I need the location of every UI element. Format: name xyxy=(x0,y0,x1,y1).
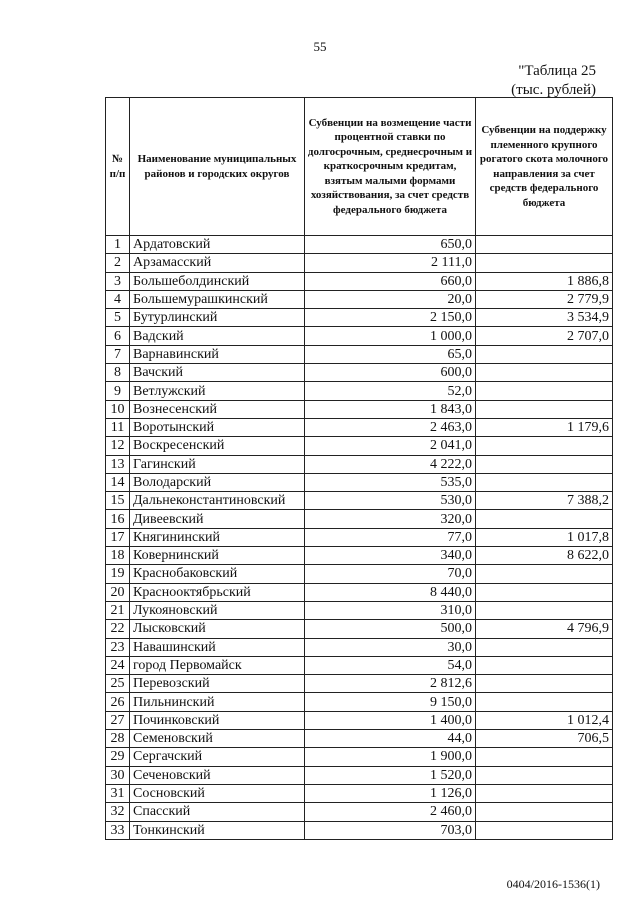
district-name: Семеновский xyxy=(130,730,305,748)
interest-subsidy-value: 20,0 xyxy=(305,290,476,308)
row-number: 2 xyxy=(106,254,130,272)
district-name: Лукояновский xyxy=(130,601,305,619)
cattle-subsidy-value: 1 017,8 xyxy=(476,528,613,546)
table-row xyxy=(106,803,613,821)
table-units: (тыс. рублей) xyxy=(511,82,596,98)
district-name: Тонкинский xyxy=(130,821,305,839)
row-number: 15 xyxy=(106,492,130,510)
district-name: Большемурашкинский xyxy=(130,290,305,308)
table-row xyxy=(106,327,613,345)
interest-subsidy-value: 9 150,0 xyxy=(305,693,476,711)
row-number: 20 xyxy=(106,583,130,601)
interest-subsidy-value: 1 900,0 xyxy=(305,748,476,766)
table-title: "Таблица 25 xyxy=(518,63,596,79)
table-row xyxy=(106,528,613,546)
district-name: Вачский xyxy=(130,364,305,382)
cattle-subsidy-value xyxy=(476,821,613,839)
interest-subsidy-value: 65,0 xyxy=(305,345,476,363)
row-number: 6 xyxy=(106,327,130,345)
cattle-subsidy-value xyxy=(476,638,613,656)
interest-subsidy-value: 44,0 xyxy=(305,730,476,748)
district-name: Починковский xyxy=(130,711,305,729)
cattle-subsidy-value xyxy=(476,601,613,619)
row-number: 32 xyxy=(106,803,130,821)
interest-subsidy-value: 320,0 xyxy=(305,510,476,528)
interest-subsidy-value: 2 463,0 xyxy=(305,418,476,436)
interest-subsidy-value: 535,0 xyxy=(305,473,476,491)
row-number: 25 xyxy=(106,675,130,693)
table-row xyxy=(106,364,613,382)
row-number: 7 xyxy=(106,345,130,363)
cattle-subsidy-value: 3 534,9 xyxy=(476,309,613,327)
cattle-subsidy-value: 1 012,4 xyxy=(476,711,613,729)
page-number: 55 xyxy=(313,39,327,54)
cattle-subsidy-value xyxy=(476,254,613,272)
row-number: 13 xyxy=(106,455,130,473)
table-row xyxy=(106,236,613,254)
district-name: Вадский xyxy=(130,327,305,345)
table-row xyxy=(106,565,613,583)
district-name: Володарский xyxy=(130,473,305,491)
district-name: Гагинский xyxy=(130,455,305,473)
row-number: 12 xyxy=(106,437,130,455)
row-number: 3 xyxy=(106,272,130,290)
table-row xyxy=(106,711,613,729)
table-row xyxy=(106,748,613,766)
table-row xyxy=(106,784,613,802)
interest-subsidy-value: 1 000,0 xyxy=(305,327,476,345)
cattle-subsidy-value xyxy=(476,400,613,418)
header-number: № п/п xyxy=(106,98,130,236)
district-name: Дивеевский xyxy=(130,510,305,528)
district-name: Воскресенский xyxy=(130,437,305,455)
district-name: Краснобаковский xyxy=(130,565,305,583)
interest-subsidy-value: 1 400,0 xyxy=(305,711,476,729)
interest-subsidy-value: 2 150,0 xyxy=(305,309,476,327)
table-row xyxy=(106,730,613,748)
cattle-subsidy-value xyxy=(476,236,613,254)
cattle-subsidy-value: 4 796,9 xyxy=(476,620,613,638)
interest-subsidy-value: 340,0 xyxy=(305,547,476,565)
interest-subsidy-value: 2 111,0 xyxy=(305,254,476,272)
row-number: 1 xyxy=(106,236,130,254)
row-number: 8 xyxy=(106,364,130,382)
row-number: 24 xyxy=(106,656,130,674)
row-number: 23 xyxy=(106,638,130,656)
interest-subsidy-value: 703,0 xyxy=(305,821,476,839)
table-row xyxy=(106,656,613,674)
table-header-row xyxy=(106,98,613,236)
interest-subsidy-value: 660,0 xyxy=(305,272,476,290)
table-row xyxy=(106,766,613,784)
interest-subsidy-value: 8 440,0 xyxy=(305,583,476,601)
table-row xyxy=(106,455,613,473)
interest-subsidy-value: 2 812,6 xyxy=(305,675,476,693)
cattle-subsidy-value xyxy=(476,766,613,784)
interest-subsidy-value: 2 460,0 xyxy=(305,803,476,821)
row-number: 22 xyxy=(106,620,130,638)
cattle-subsidy-value xyxy=(476,784,613,802)
row-number: 18 xyxy=(106,547,130,565)
row-number: 11 xyxy=(106,418,130,436)
district-name: Вознесенский xyxy=(130,400,305,418)
cattle-subsidy-value xyxy=(476,382,613,400)
district-name: Ковернинский xyxy=(130,547,305,565)
subsidy-table xyxy=(105,97,613,840)
cattle-subsidy-value xyxy=(476,748,613,766)
row-number: 30 xyxy=(106,766,130,784)
row-number: 10 xyxy=(106,400,130,418)
table-row xyxy=(106,382,613,400)
table-row xyxy=(106,254,613,272)
district-name: Княгининский xyxy=(130,528,305,546)
interest-subsidy-value: 1 126,0 xyxy=(305,784,476,802)
table-row xyxy=(106,821,613,839)
cattle-subsidy-value xyxy=(476,437,613,455)
table-row xyxy=(106,492,613,510)
interest-subsidy-value: 600,0 xyxy=(305,364,476,382)
table-caption xyxy=(511,62,596,100)
district-name: Лысковский xyxy=(130,620,305,638)
district-name: Бутурлинский xyxy=(130,309,305,327)
interest-subsidy-value: 500,0 xyxy=(305,620,476,638)
district-name: Ветлужский xyxy=(130,382,305,400)
row-number: 17 xyxy=(106,528,130,546)
district-name: Навашинский xyxy=(130,638,305,656)
interest-subsidy-value: 30,0 xyxy=(305,638,476,656)
header-cattle-subsidy: Субвенции на поддержку племенного крупного рогатого скота молочного направления за счет средств федерального бюджета xyxy=(476,98,613,236)
row-number: 33 xyxy=(106,821,130,839)
district-name: Дальнеконстантиновский xyxy=(130,492,305,510)
table-row xyxy=(106,547,613,565)
table-row xyxy=(106,473,613,491)
interest-subsidy-value: 70,0 xyxy=(305,565,476,583)
district-name: Спасский xyxy=(130,803,305,821)
table-row xyxy=(106,290,613,308)
cattle-subsidy-value: 1 179,6 xyxy=(476,418,613,436)
district-name: Сергачский xyxy=(130,748,305,766)
cattle-subsidy-value: 706,5 xyxy=(476,730,613,748)
district-name: Сеченовский xyxy=(130,766,305,784)
table-row xyxy=(106,510,613,528)
district-name: город Первомайск xyxy=(130,656,305,674)
interest-subsidy-value: 650,0 xyxy=(305,236,476,254)
interest-subsidy-value: 530,0 xyxy=(305,492,476,510)
cattle-subsidy-value xyxy=(476,656,613,674)
interest-subsidy-value: 2 041,0 xyxy=(305,437,476,455)
row-number: 29 xyxy=(106,748,130,766)
interest-subsidy-value: 4 222,0 xyxy=(305,455,476,473)
interest-subsidy-value: 52,0 xyxy=(305,382,476,400)
interest-subsidy-value: 54,0 xyxy=(305,656,476,674)
table-body xyxy=(106,236,613,840)
cattle-subsidy-value: 7 388,2 xyxy=(476,492,613,510)
district-name: Воротынский xyxy=(130,418,305,436)
cattle-subsidy-value xyxy=(476,675,613,693)
cattle-subsidy-value: 2 779,9 xyxy=(476,290,613,308)
cattle-subsidy-value xyxy=(476,583,613,601)
header-district: Наименование муниципальных районов и городских округов xyxy=(130,98,305,236)
interest-subsidy-value: 1 843,0 xyxy=(305,400,476,418)
table-row xyxy=(106,601,613,619)
district-name: Большеболдинский xyxy=(130,272,305,290)
district-name: Ардатовский xyxy=(130,236,305,254)
row-number: 5 xyxy=(106,309,130,327)
row-number: 19 xyxy=(106,565,130,583)
row-number: 21 xyxy=(106,601,130,619)
cattle-subsidy-value xyxy=(476,345,613,363)
row-number: 31 xyxy=(106,784,130,802)
row-number: 26 xyxy=(106,693,130,711)
table-row xyxy=(106,638,613,656)
cattle-subsidy-value: 1 886,8 xyxy=(476,272,613,290)
interest-subsidy-value: 310,0 xyxy=(305,601,476,619)
table-row xyxy=(106,620,613,638)
document-code: 0404/2016-1536(1) xyxy=(506,877,600,891)
row-number: 4 xyxy=(106,290,130,308)
district-name: Перевозский xyxy=(130,675,305,693)
cattle-subsidy-value xyxy=(476,364,613,382)
interest-subsidy-value: 77,0 xyxy=(305,528,476,546)
row-number: 16 xyxy=(106,510,130,528)
header-interest-subsidy: Субвенции на возмещение части процентной ставки по долгосрочным, среднесрочным и краткосрочным кредитам, взятым малыми формами хозяйствования, за счет средств федерального бюджета xyxy=(305,98,476,236)
district-name: Краснооктябрьский xyxy=(130,583,305,601)
row-number: 27 xyxy=(106,711,130,729)
district-name: Пильнинский xyxy=(130,693,305,711)
table-row xyxy=(106,400,613,418)
cattle-subsidy-value: 8 622,0 xyxy=(476,547,613,565)
district-name: Сосновский xyxy=(130,784,305,802)
table-row xyxy=(106,418,613,436)
cattle-subsidy-value xyxy=(476,803,613,821)
cattle-subsidy-value xyxy=(476,455,613,473)
row-number: 28 xyxy=(106,730,130,748)
district-name: Варнавинский xyxy=(130,345,305,363)
row-number: 14 xyxy=(106,473,130,491)
district-name: Арзамасский xyxy=(130,254,305,272)
table-row xyxy=(106,345,613,363)
interest-subsidy-value: 1 520,0 xyxy=(305,766,476,784)
table-row xyxy=(106,437,613,455)
cattle-subsidy-value: 2 707,0 xyxy=(476,327,613,345)
cattle-subsidy-value xyxy=(476,473,613,491)
table-row xyxy=(106,309,613,327)
cattle-subsidy-value xyxy=(476,693,613,711)
table-row xyxy=(106,675,613,693)
row-number: 9 xyxy=(106,382,130,400)
cattle-subsidy-value xyxy=(476,510,613,528)
table-row xyxy=(106,272,613,290)
table-row xyxy=(106,583,613,601)
table-row xyxy=(106,693,613,711)
cattle-subsidy-value xyxy=(476,565,613,583)
